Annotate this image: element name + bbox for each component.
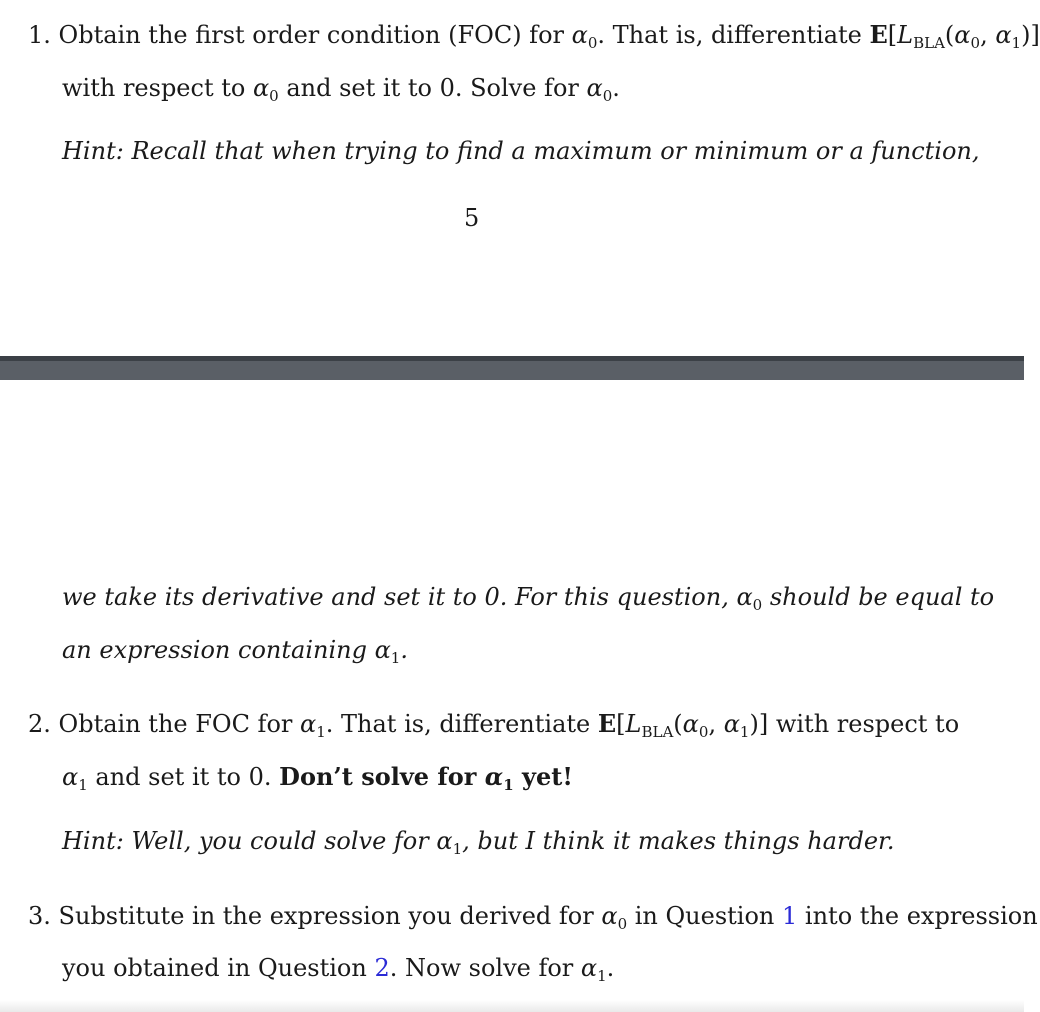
q1-text: Obtain the first order condition (FOC) for	[58, 21, 572, 49]
q2-bold-note: Don’t solve for $\alpha_1$ yet!	[279, 762, 573, 794]
q2-number: 2.	[28, 710, 51, 738]
q2-line2: $\alpha_1$ and set it to 0. Don’t solve for $\alpha_1$ yet!	[62, 762, 573, 794]
hint-label: Hint:	[62, 827, 124, 855]
q3-line2: you obtained in Question 2. Now solve for $\alpha_1$.	[62, 954, 615, 985]
expectation-symbol: E	[869, 20, 888, 49]
q3-line1: 3. Substitute in the expression you derived for $\alpha_0$ in Question 1 into the expression	[28, 902, 1038, 933]
q1-number: 1.	[28, 21, 51, 49]
hint-label: Hint:	[62, 137, 124, 165]
page-number: 5	[464, 204, 480, 232]
q1-line2: with respect to $\alpha_0$ and set it to 0. Solve for $\alpha_0$.	[62, 74, 620, 105]
question-2-link[interactable]: 2	[374, 954, 390, 982]
q2-hint: Hint: Well, you could solve for $\alpha_1$, but I think it makes things harder.	[62, 827, 895, 858]
page-break-divider	[0, 356, 1024, 380]
q3-number: 3.	[28, 902, 51, 930]
bottom-fade	[0, 1000, 1024, 1012]
question-1-link[interactable]: 1	[782, 902, 798, 930]
q1-hint	[62, 136, 980, 166]
q1-line1: 1. Obtain the first order condition (FOC) for $\alpha_0$. That is, differentiate $E[L_{BLA}(\alpha_0$, $\alpha_1$)]	[28, 20, 1040, 52]
q2-line1: 2. Obtain the FOC for $\alpha_1$. That is, differentiate $E[L_{BLA}(\alpha_0$, $\alpha_1$)] with respect to	[28, 709, 960, 741]
hint-continuation-line2: an expression containing $\alpha_1$.	[62, 636, 408, 667]
hint-continuation-line1: we take its derivative and set it to 0. For this question, $\alpha_0$ should be equal to	[62, 583, 995, 614]
hint-text: Recall that when trying to find a maximum or minimum or a function,	[131, 137, 980, 165]
